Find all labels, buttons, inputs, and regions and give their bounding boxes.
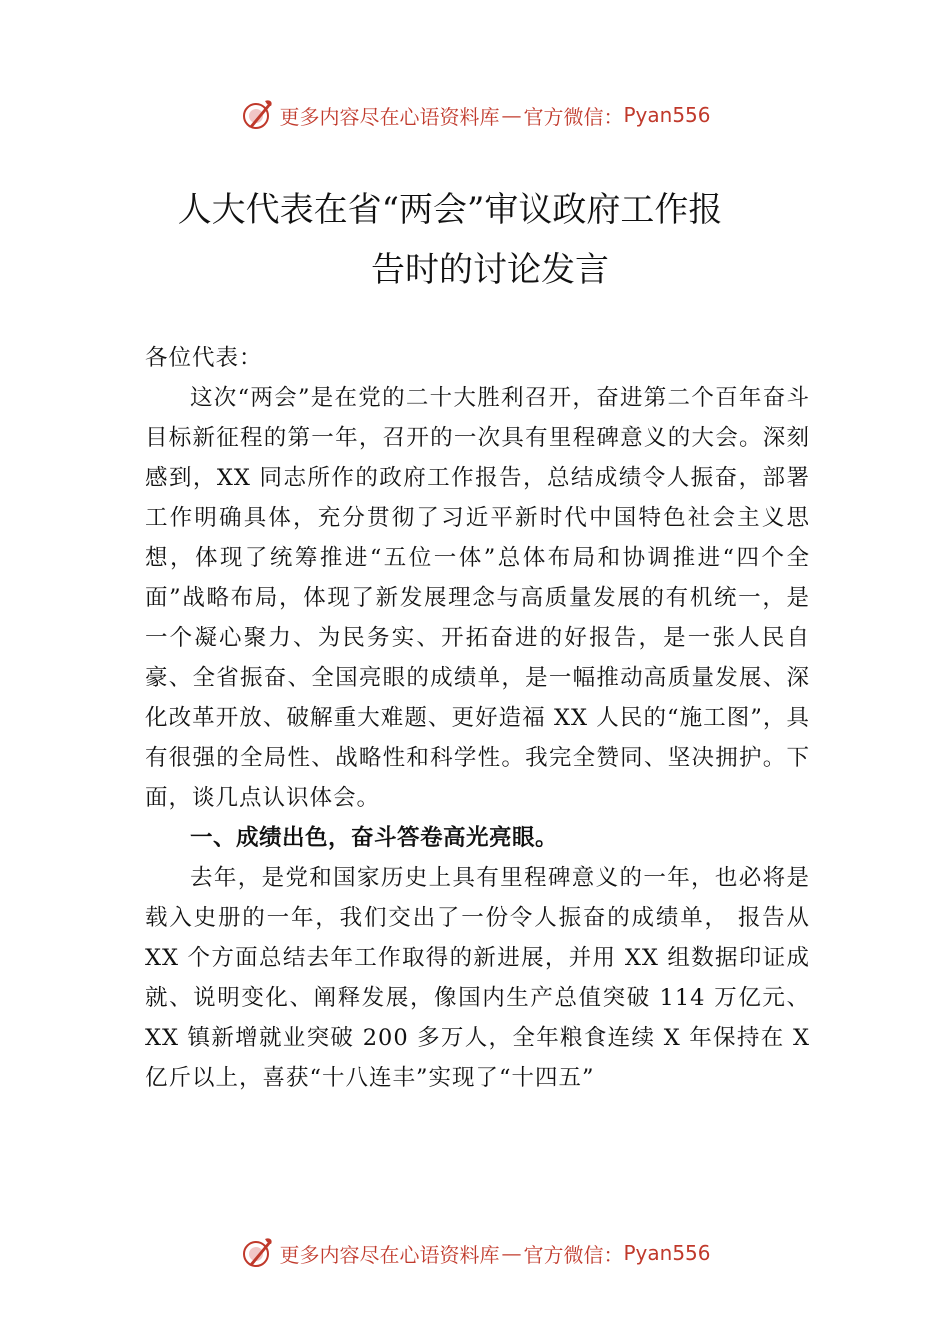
quill-seal-icon <box>239 97 275 133</box>
paragraph-2: 去年，是党和国家历史上具有里程碑意义的一年，也必将是载入史册的一年，我们交出了一份令人振奋的成绩单， 报告从 XX 个方面总结去年工作取得的新进展，并用 XX 组数据印证成就、说明变化、阐释发展，像国内生产总值突破 114 万亿元、XX 镇新增就业突破 200 多万人，全年粮食连续 X 年保持在 X 亿斤以上，喜获“十八连丰”实现了“十四五” <box>145 865 810 1091</box>
footer-banner <box>0 1233 950 1273</box>
banner-official-label: 官方微信： <box>523 104 624 129</box>
document-title-line-2: 告时的讨论发言 <box>371 250 609 290</box>
quill-seal-icon <box>239 1235 275 1271</box>
paragraph-1: 这次“两会”是在党的二十大胜利召开，奋进第二个百年奋斗目标新征程的第一年，召开的一次具有里程碑意义的大会。深刻感到，XX 同志所作的政府工作报告，总结成绩令人振奋，部署工作明确具体，充分贯彻了习近平新时代中国特色社会主义思想，体现了统筹推进“五位一体”总体布局和协调推进“四个全面”战略布局，体现了新发展理念与高质量发展的有机统一，是一个凝心聚力、为民务实、开拓奋进的好报告，是一张人民自豪、全省振奋、全国亮眼的成绩单，是一幅推动高质量发展、深化改革开放、破解重大难题、更好造福 XX 人民的“施工图”，具有很强的全局性、战略性和科学性。我完全赞同、坚决拥护。下面，谈几点认识体会。 <box>145 385 810 811</box>
section-heading-1: 一、成绩出色，奋斗答卷高光亮眼。 <box>190 825 559 851</box>
banner-separator: — <box>501 103 522 127</box>
footer-separator: — <box>501 1241 522 1265</box>
document-body <box>145 338 810 1098</box>
footer-account: Pyan556 <box>623 1241 711 1265</box>
salutation: 各位代表： <box>145 345 263 371</box>
document-title-line-1: 人大代表在省“两会”审议政府工作报 <box>177 190 723 230</box>
banner-brand: 更多内容尽在心语资料库 <box>279 104 500 129</box>
footer-official-label: 官方微信： <box>523 1242 624 1267</box>
banner-account: Pyan556 <box>623 103 711 127</box>
header-banner <box>0 95 950 135</box>
footer-brand: 更多内容尽在心语资料库 <box>279 1242 500 1267</box>
